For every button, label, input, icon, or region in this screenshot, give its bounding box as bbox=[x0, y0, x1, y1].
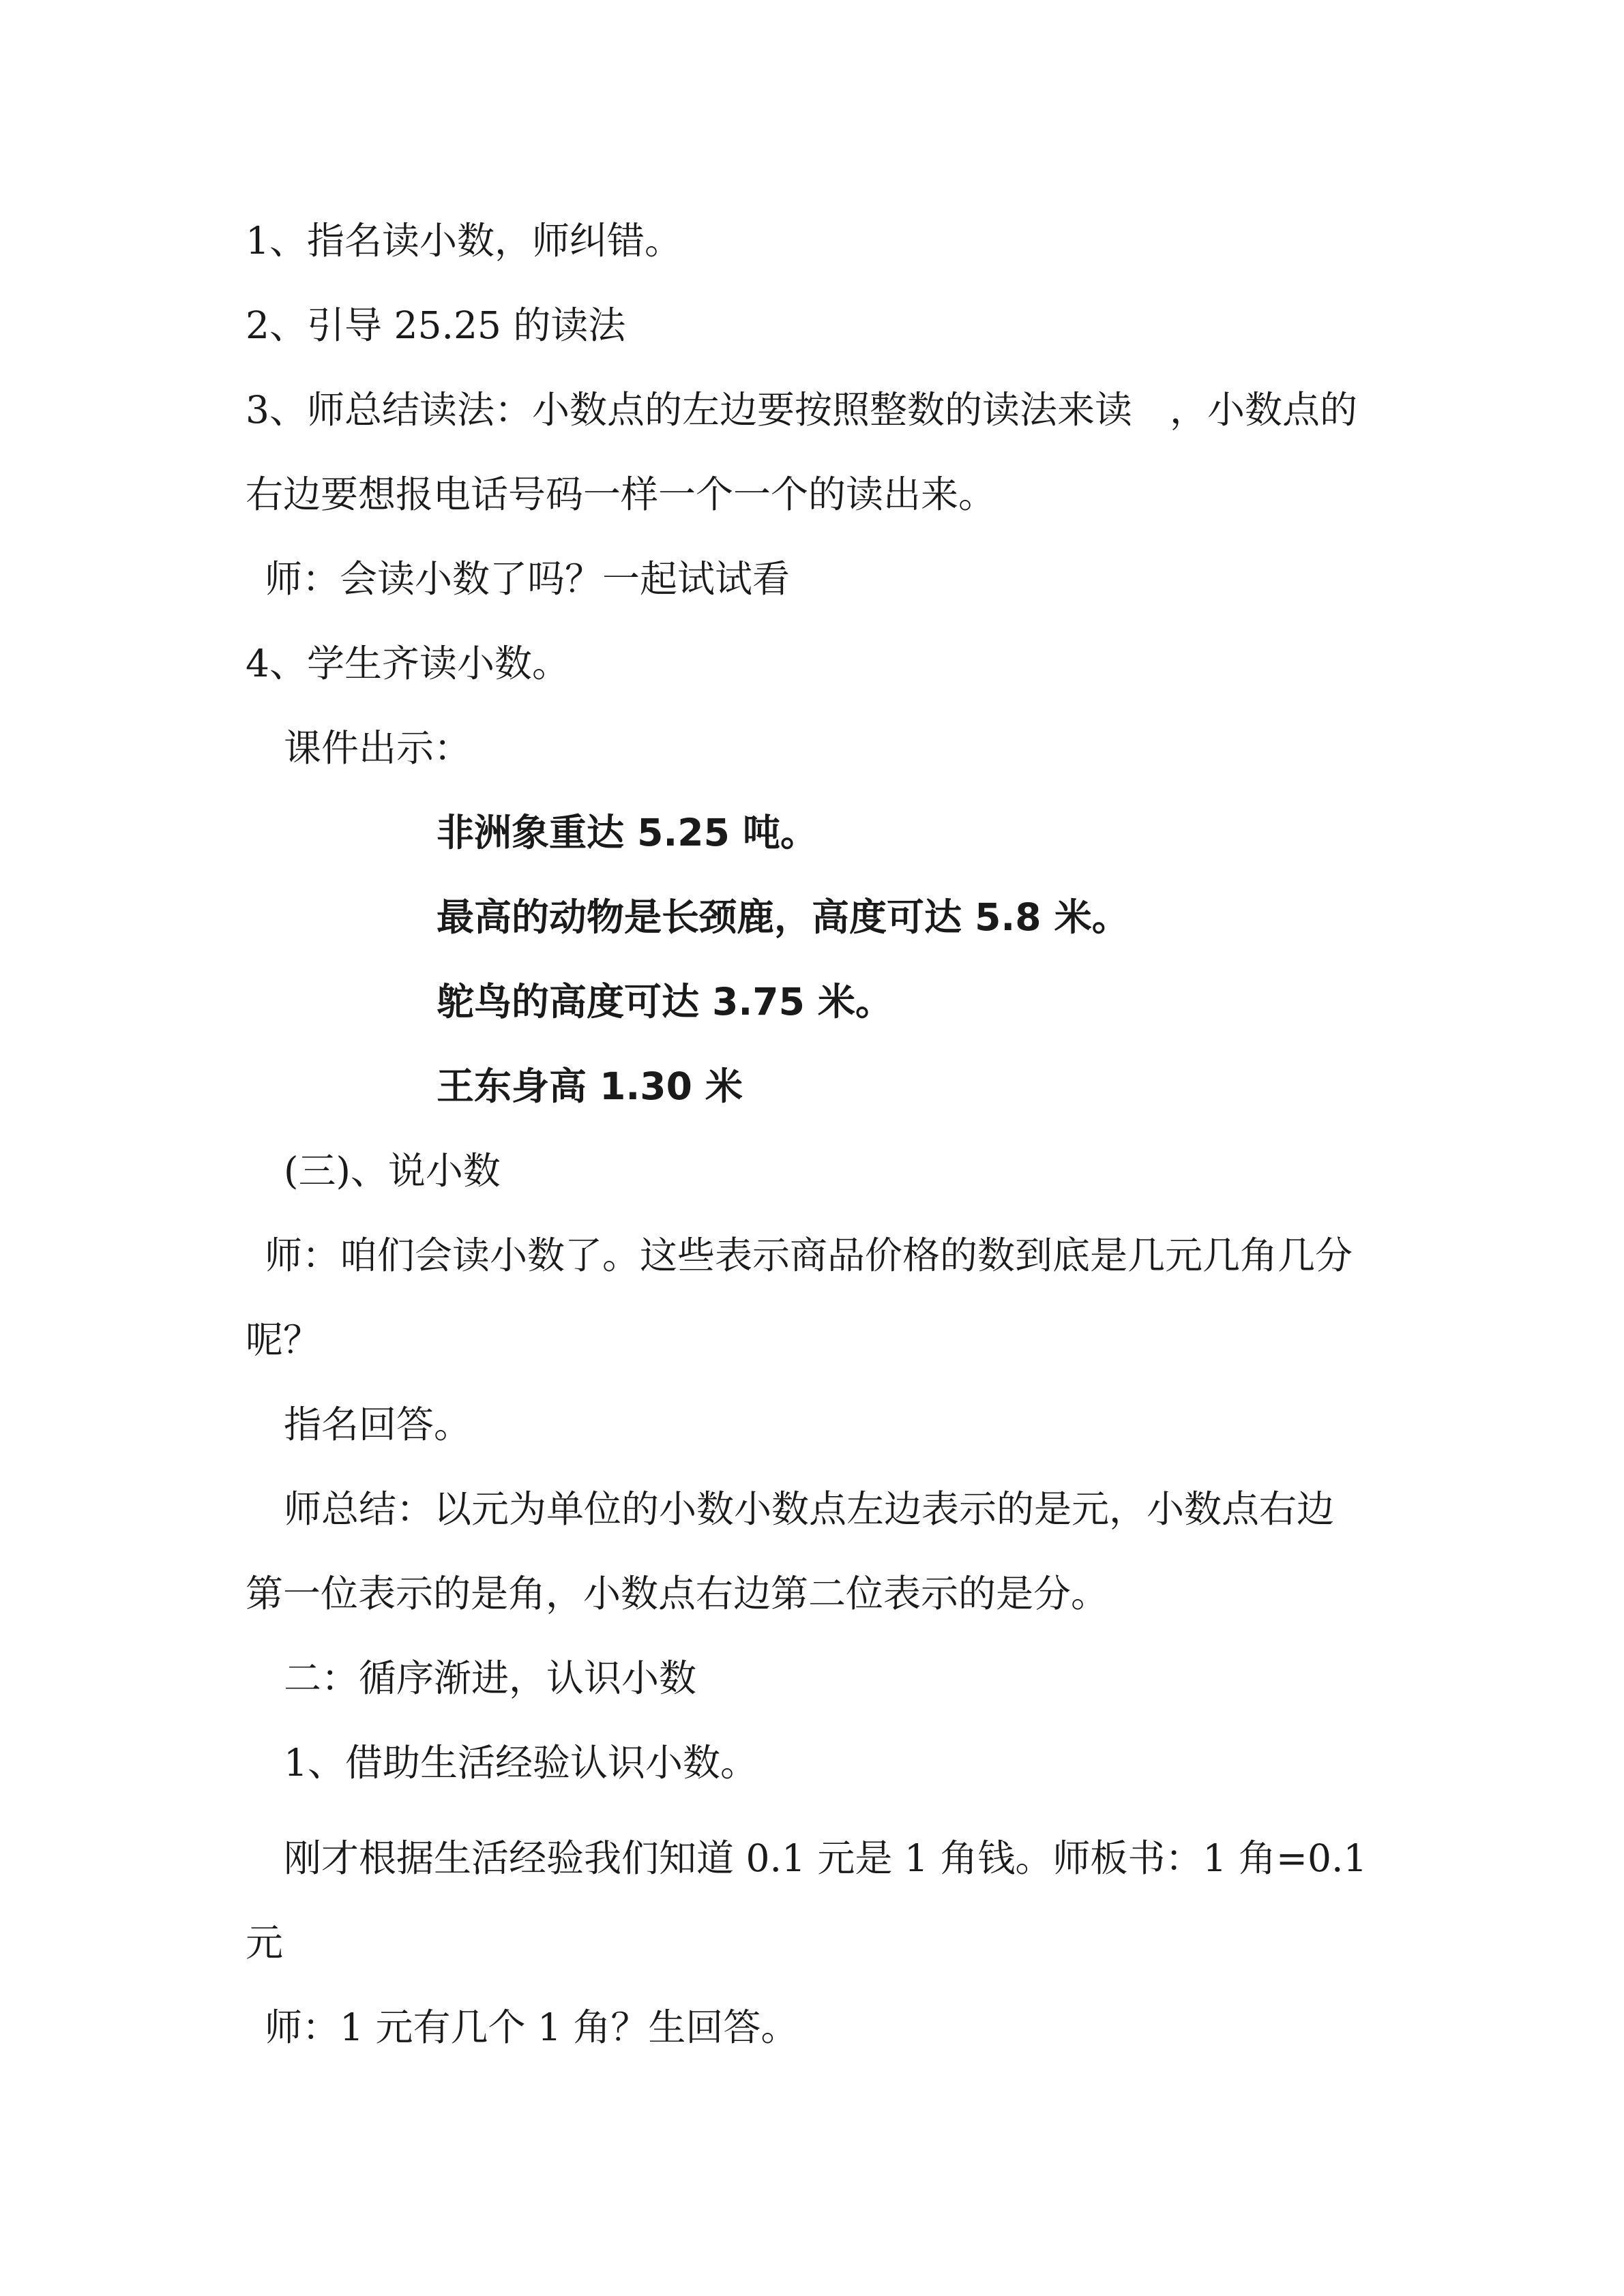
text-line-8: 师：咱们会读小数了。这些表示商品价格的数到底是几元几角几分 bbox=[265, 1234, 1353, 1277]
courseware-line-2: 最高的动物是长颈鹿，高度可达 5.8 米。 bbox=[437, 895, 1130, 939]
courseware-line-3: 鸵鸟的高度可达 3.75 米。 bbox=[437, 980, 893, 1024]
courseware-line-4: 王东身高 1.30 米 bbox=[437, 1064, 743, 1108]
text-line-9: 呢？ bbox=[246, 1318, 321, 1362]
text-line-2: 2、引导 25.25 的读法 bbox=[246, 303, 626, 347]
text-line-16: 元 bbox=[246, 1921, 284, 1965]
text-line-11: 师总结：以元为单位的小数小数点左边表示的是元，小数点右边 bbox=[284, 1487, 1335, 1531]
courseware-line-1: 非洲象重达 5.25 吨。 bbox=[437, 811, 818, 854]
text-line-4: 右边要想报电话号码一样一个一个的读出来。 bbox=[246, 473, 996, 516]
text-line-1: 1、指名读小数，师纠错。 bbox=[246, 219, 682, 263]
text-line-15: 刚才根据生活经验我们知道 0.1 元是 1 角钱。师板书：1 角=0.1 bbox=[284, 1836, 1368, 1880]
text-line-13: 二：循序渐进，认识小数 bbox=[284, 1656, 697, 1700]
text-line-7: 课件出示： bbox=[284, 726, 472, 770]
text-line-17: 师：1 元有几个 1 角？生回答。 bbox=[265, 2006, 799, 2049]
text-line-5: 师：会读小数了吗？一起试试看 bbox=[265, 557, 791, 601]
text-line-3: 3、师总结读法：小数点的左边要按照整数的读法来读 ，小数点的 bbox=[246, 388, 1357, 432]
text-line-12: 第一位表示的是角，小数点右边第二位表示的是分。 bbox=[246, 1572, 1109, 1615]
text-line-10: 指名回答。 bbox=[284, 1403, 472, 1446]
section-heading: (三)、说小数 bbox=[284, 1149, 501, 1193]
text-line-14: 1、借助生活经验认识小数。 bbox=[284, 1741, 758, 1785]
text-line-6: 4、学生齐读小数。 bbox=[246, 642, 570, 685]
